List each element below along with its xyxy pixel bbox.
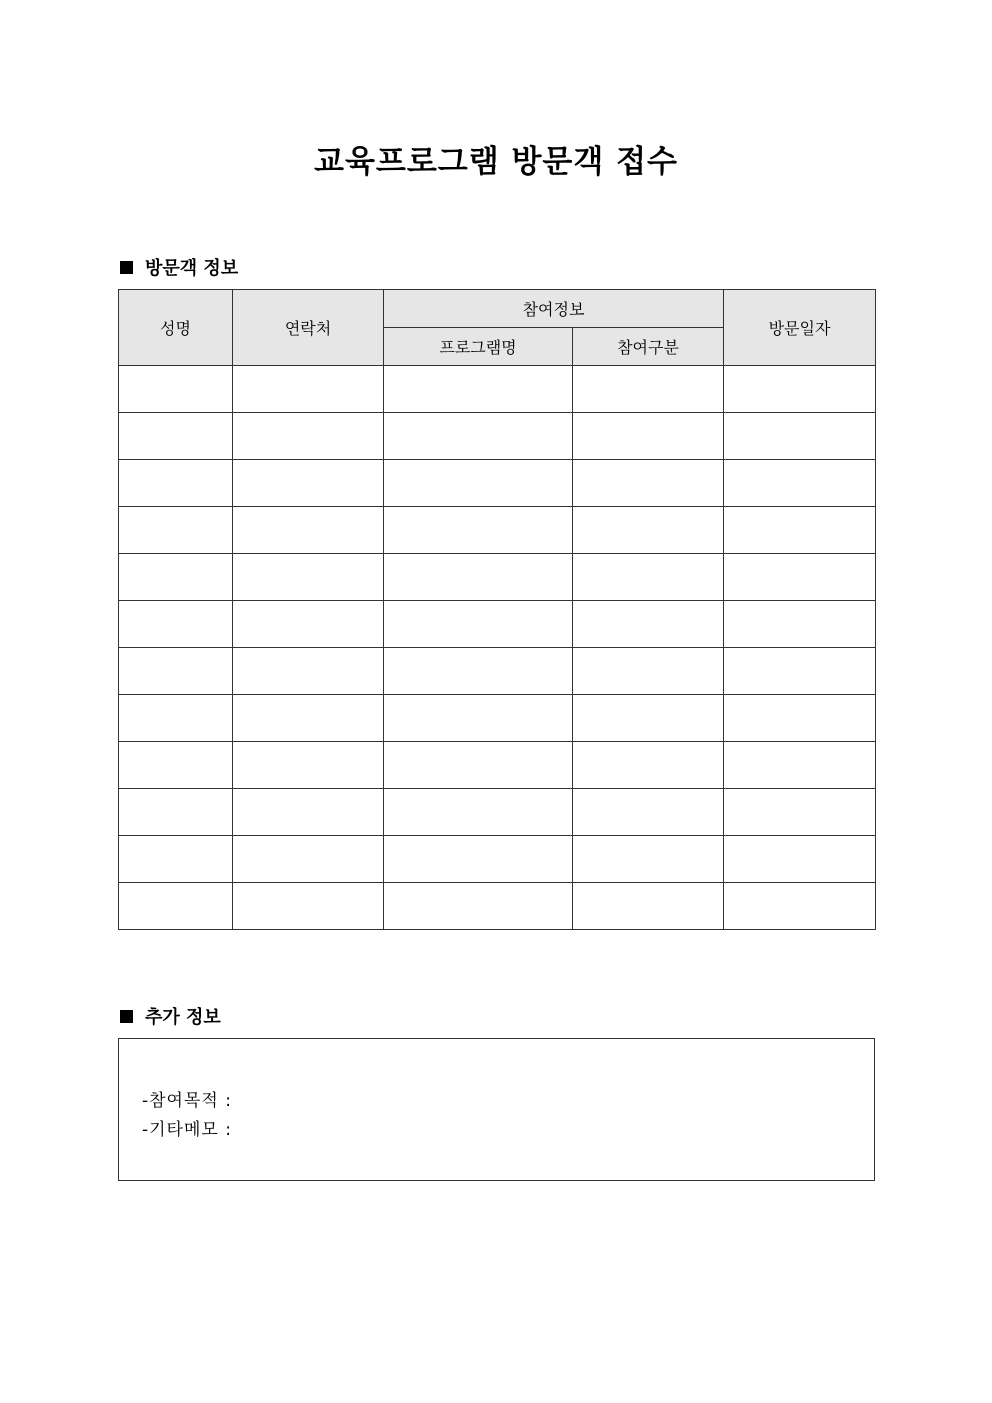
section-heading-visitor-info xyxy=(120,254,238,280)
cell-name[interactable] xyxy=(119,883,233,930)
cell-contact[interactable] xyxy=(233,695,384,742)
table-row xyxy=(119,366,876,413)
table-row xyxy=(119,413,876,460)
cell-program-name[interactable] xyxy=(384,460,573,507)
table-row xyxy=(119,507,876,554)
cell-name[interactable] xyxy=(119,836,233,883)
cell-contact[interactable] xyxy=(233,413,384,460)
cell-visit-date[interactable] xyxy=(724,648,876,695)
section-heading-label: 추가 정보 xyxy=(145,1007,221,1028)
cell-participation-type[interactable] xyxy=(573,601,724,648)
cell-participation-type[interactable] xyxy=(573,836,724,883)
cell-visit-date[interactable] xyxy=(724,507,876,554)
header-visit-date: 방문일자 xyxy=(724,290,876,366)
black-square-icon xyxy=(120,1010,133,1023)
cell-contact[interactable] xyxy=(233,742,384,789)
header-name: 성명 xyxy=(119,290,233,366)
cell-visit-date[interactable] xyxy=(724,366,876,413)
cell-visit-date[interactable] xyxy=(724,836,876,883)
cell-program-name[interactable] xyxy=(384,742,573,789)
cell-visit-date[interactable] xyxy=(724,742,876,789)
cell-visit-date[interactable] xyxy=(724,460,876,507)
cell-contact[interactable] xyxy=(233,789,384,836)
cell-program-name[interactable] xyxy=(384,366,573,413)
cell-participation-type[interactable] xyxy=(573,789,724,836)
cell-visit-date[interactable] xyxy=(724,883,876,930)
cell-name[interactable] xyxy=(119,742,233,789)
section-heading-additional-info xyxy=(120,1003,221,1029)
cell-program-name[interactable] xyxy=(384,554,573,601)
visitor-table-body xyxy=(119,366,876,930)
cell-contact[interactable] xyxy=(233,601,384,648)
cell-contact[interactable] xyxy=(233,836,384,883)
table-row xyxy=(119,648,876,695)
visitor-table xyxy=(118,289,876,930)
section-heading-label: 방문객 정보 xyxy=(145,258,239,279)
cell-contact[interactable] xyxy=(233,460,384,507)
cell-program-name[interactable] xyxy=(384,789,573,836)
table-row xyxy=(119,460,876,507)
cell-program-name[interactable] xyxy=(384,836,573,883)
table-row xyxy=(119,554,876,601)
cell-name[interactable] xyxy=(119,695,233,742)
header-participation: 참여정보 xyxy=(384,290,724,328)
cell-name[interactable] xyxy=(119,648,233,695)
cell-participation-type[interactable] xyxy=(573,366,724,413)
cell-participation-type[interactable] xyxy=(573,695,724,742)
cell-participation-type[interactable] xyxy=(573,648,724,695)
cell-name[interactable] xyxy=(119,507,233,554)
table-row xyxy=(119,742,876,789)
cell-visit-date[interactable] xyxy=(724,601,876,648)
header-program-name: 프로그램명 xyxy=(384,328,573,366)
table-row xyxy=(119,601,876,648)
table-row xyxy=(119,883,876,930)
cell-participation-type[interactable] xyxy=(573,554,724,601)
cell-name[interactable] xyxy=(119,460,233,507)
cell-name[interactable] xyxy=(119,554,233,601)
cell-name[interactable] xyxy=(119,413,233,460)
cell-participation-type[interactable] xyxy=(573,742,724,789)
cell-visit-date[interactable] xyxy=(724,789,876,836)
cell-program-name[interactable] xyxy=(384,601,573,648)
cell-contact[interactable] xyxy=(233,554,384,601)
memo-label: -기타메모 : xyxy=(142,1120,232,1140)
cell-participation-type[interactable] xyxy=(573,883,724,930)
cell-contact[interactable] xyxy=(233,507,384,554)
cell-program-name[interactable] xyxy=(384,883,573,930)
cell-name[interactable] xyxy=(119,601,233,648)
page-title: 교육프로그램 방문객 접수 xyxy=(314,144,678,180)
cell-name[interactable] xyxy=(119,366,233,413)
cell-program-name[interactable] xyxy=(384,507,573,554)
cell-program-name[interactable] xyxy=(384,695,573,742)
cell-participation-type[interactable] xyxy=(573,460,724,507)
cell-visit-date[interactable] xyxy=(724,554,876,601)
table-row xyxy=(119,836,876,883)
cell-contact[interactable] xyxy=(233,366,384,413)
cell-participation-type[interactable] xyxy=(573,507,724,554)
cell-visit-date[interactable] xyxy=(724,413,876,460)
cell-contact[interactable] xyxy=(233,883,384,930)
cell-name[interactable] xyxy=(119,789,233,836)
cell-program-name[interactable] xyxy=(384,648,573,695)
header-contact: 연락처 xyxy=(233,290,384,366)
purpose-label: -참여목적 : xyxy=(142,1091,232,1111)
table-row xyxy=(119,789,876,836)
cell-contact[interactable] xyxy=(233,648,384,695)
cell-visit-date[interactable] xyxy=(724,695,876,742)
cell-program-name[interactable] xyxy=(384,413,573,460)
header-participation-type: 참여구분 xyxy=(573,328,724,366)
black-square-icon xyxy=(120,261,133,274)
cell-participation-type[interactable] xyxy=(573,413,724,460)
table-row xyxy=(119,695,876,742)
additional-info-box xyxy=(118,1038,875,1181)
